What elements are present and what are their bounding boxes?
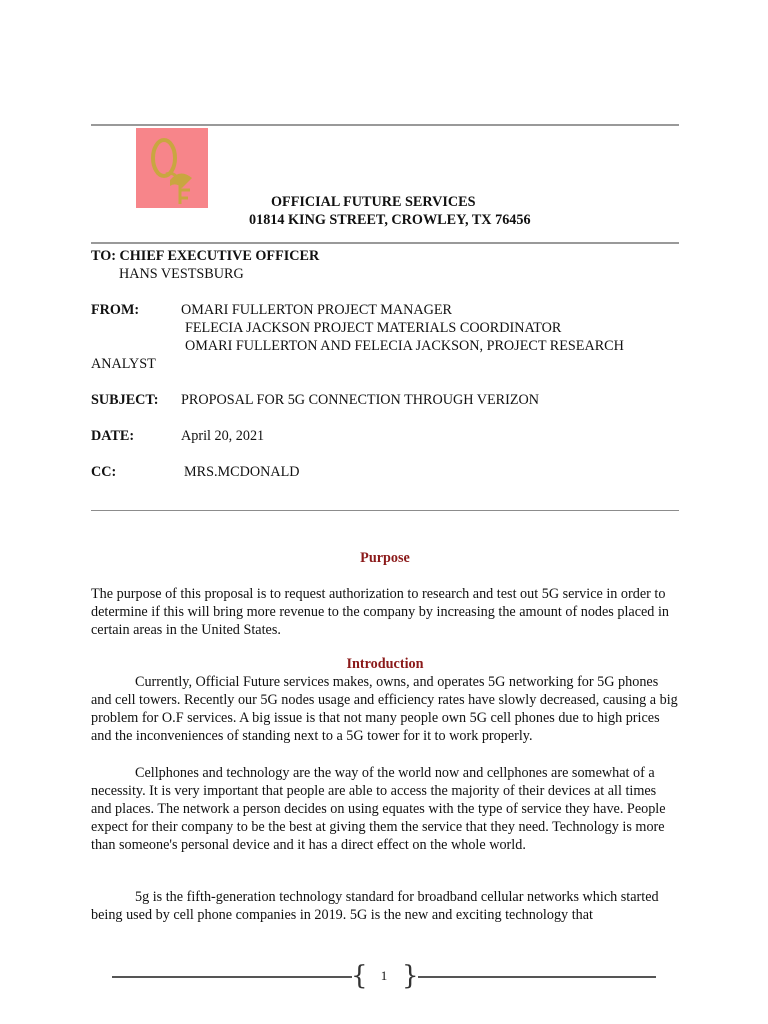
subject-value: PROPOSAL FOR 5G CONNECTION THROUGH VERIZON <box>181 392 539 408</box>
page-number: 1 <box>380 968 388 983</box>
from-label: FROM: <box>91 302 140 318</box>
purpose-heading: Purpose <box>360 550 410 566</box>
letterhead-rule <box>91 242 679 244</box>
date-value: April 20, 2021 <box>181 428 265 444</box>
to-name: HANS VESTSBURG <box>119 266 244 282</box>
cc-value: MRS.MCDONALD <box>184 464 300 480</box>
right-brace-icon: } <box>402 961 419 991</box>
cc-label: CC: <box>91 464 117 480</box>
header-rule <box>91 124 679 126</box>
purpose-paragraph: The purpose of this proposal is to request authorization to research and test out 5G service in order to determine if this will bring more revenue to the company by increasing the amount of nodes placed in certain areas in the United States. <box>91 586 669 638</box>
logo-mark-icon <box>136 128 208 208</box>
from-line-3-continued: ANALYST <box>91 356 156 372</box>
from-line-3: OMARI FULLERTON AND FELECIA JACKSON, PROJECT RESEARCH <box>185 338 624 354</box>
introduction-paragraph-1: Currently, Official Future services makes, owns, and operates 5G networking for 5G phones and cell towers. Recently our 5G nodes usage and efficiency rates have slowly decreased, causing a big problem for O.F services. A big issue is that not many people own 5G cell phones due to high prices and the inconveniences of standing next to a 5G tower for it to work properly. <box>91 674 678 744</box>
introduction-paragraph-2: Cellphones and technology are the way of the world now and cellphones are somewhat of a necessity. It is very important that people are able to access the majority of their devices at all times and places. The network a person decides on using equates with the type of service they have. People expect for their company to be the best at giving them the service that they need. Technology is more than someone's personal device and it has a direct effect on the whole world. <box>91 765 666 853</box>
company-logo <box>136 128 208 208</box>
from-line-2: FELECIA JACKSON PROJECT MATERIALS COORDINATOR <box>185 320 562 336</box>
memo-divider <box>91 510 679 511</box>
to-line <box>91 248 319 265</box>
to-label: TO: <box>91 248 116 264</box>
company-name: OFFICIAL FUTURE SERVICES <box>271 194 476 210</box>
date-label: DATE: <box>91 428 135 444</box>
to-title: CHIEF EXECUTIVE OFFICER <box>119 248 320 264</box>
introduction-paragraph-3: 5g is the fifth-generation technology standard for broadband cellular networks which started being used by cell phone companies in 2019. 5G is the new and exciting technology that <box>91 889 659 923</box>
left-brace-icon: { <box>351 961 368 991</box>
company-address: 01814 KING STREET, CROWLEY, TX 76456 <box>249 212 531 228</box>
introduction-heading: Introduction <box>346 656 424 672</box>
subject-label: SUBJECT: <box>91 392 159 408</box>
footer-line-left <box>112 976 352 978</box>
footer-line-right <box>418 976 656 978</box>
from-line-1: OMARI FULLERTON PROJECT MANAGER <box>181 302 452 318</box>
